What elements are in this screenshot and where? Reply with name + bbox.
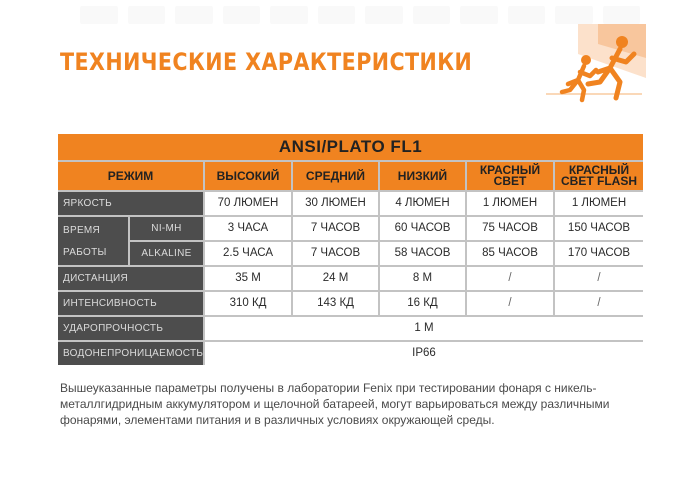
row-runtime-alkaline [130, 240, 643, 265]
row-runtime [58, 217, 643, 267]
table-cell: 1 ЛЮМЕН [467, 192, 555, 215]
table-cell: IP66 [205, 342, 643, 365]
table-cell: / [555, 267, 643, 290]
table-cell: 1 ЛЮМЕН [555, 192, 643, 215]
table-cell: 85 ЧАСОВ [467, 242, 555, 265]
spec-table [58, 134, 643, 365]
header-high: ВЫСОКИЙ [205, 162, 293, 190]
runners-with-headlamp-icon [538, 24, 646, 104]
table-cell: 7 ЧАСОВ [293, 217, 380, 240]
table-cell: 58 ЧАСОВ [380, 242, 467, 265]
table-cell: 70 ЛЮМЕН [205, 192, 293, 215]
header-medium: СРЕДНИЙ [293, 162, 380, 190]
row-runtime-nimh [130, 217, 643, 240]
table-cell: 143 КД [293, 292, 380, 315]
table-cell: 1 М [205, 317, 643, 340]
row-distance [58, 267, 643, 292]
header-mode: РЕЖИМ [58, 162, 205, 190]
table-header-row [58, 162, 643, 192]
battery-label-nimh: NI-MH [130, 217, 205, 240]
table-title: ANSI/PLATO FL1 [58, 134, 643, 160]
footnote-text: Вышеуказанные параметры получены в лаборатории Fenix при тестировании фонаря с никель-металлгидридным аккумулятором и щелочной батареей, могут варьироваться между различными фонарями, элементами питания и в различных условиях окружающей среды. [60, 381, 610, 427]
table-cell: 7 ЧАСОВ [293, 242, 380, 265]
row-label: ВОДОНЕПРОНИЦАЕМОСТЬ [58, 342, 205, 365]
header-low: НИЗКИЙ [380, 162, 467, 190]
table-cell: 4 ЛЮМЕН [380, 192, 467, 215]
row-intensity [58, 292, 643, 317]
battery-label-alkaline: ALKALINE [130, 242, 205, 265]
table-cell: 30 ЛЮМЕН [293, 192, 380, 215]
row-impact [58, 317, 643, 342]
row-label: УДАРОПРОЧНОСТЬ [58, 317, 205, 340]
table-cell: 2.5 ЧАСА [205, 242, 293, 265]
row-brightness [58, 192, 643, 217]
table-cell: / [467, 292, 555, 315]
table-cell: 150 ЧАСОВ [555, 217, 643, 240]
row-label: ЯРКОСТЬ [58, 192, 205, 215]
table-cell: 35 М [205, 267, 293, 290]
header-red-light: КРАСНЫЙ СВЕТ [467, 162, 555, 190]
table-cell: 75 ЧАСОВ [467, 217, 555, 240]
table-cell: / [555, 292, 643, 315]
table-cell: 310 КД [205, 292, 293, 315]
row-label: ДИСТАНЦИЯ [58, 267, 205, 290]
row-label: ИНТЕНСИВНОСТЬ [58, 292, 205, 315]
row-waterproof [58, 342, 643, 365]
runtime-label-line1: ВРЕМЯ [63, 224, 101, 236]
table-cell: 60 ЧАСОВ [380, 217, 467, 240]
runtime-label-line2: РАБОТЫ [63, 246, 107, 258]
page-title: ТЕХНИЧЕСКИЕ ХАРАКТЕРИСТИКИ [60, 48, 473, 76]
table-cell: 3 ЧАСА [205, 217, 293, 240]
header-red-flash: КРАСНЫЙ СВЕТ FLASH [555, 162, 643, 190]
table-cell: 8 М [380, 267, 467, 290]
table-cell: 16 КД [380, 292, 467, 315]
table-cell: 170 ЧАСОВ [555, 242, 643, 265]
table-cell: / [467, 267, 555, 290]
table-cell: 24 М [293, 267, 380, 290]
row-label-runtime [58, 217, 130, 265]
